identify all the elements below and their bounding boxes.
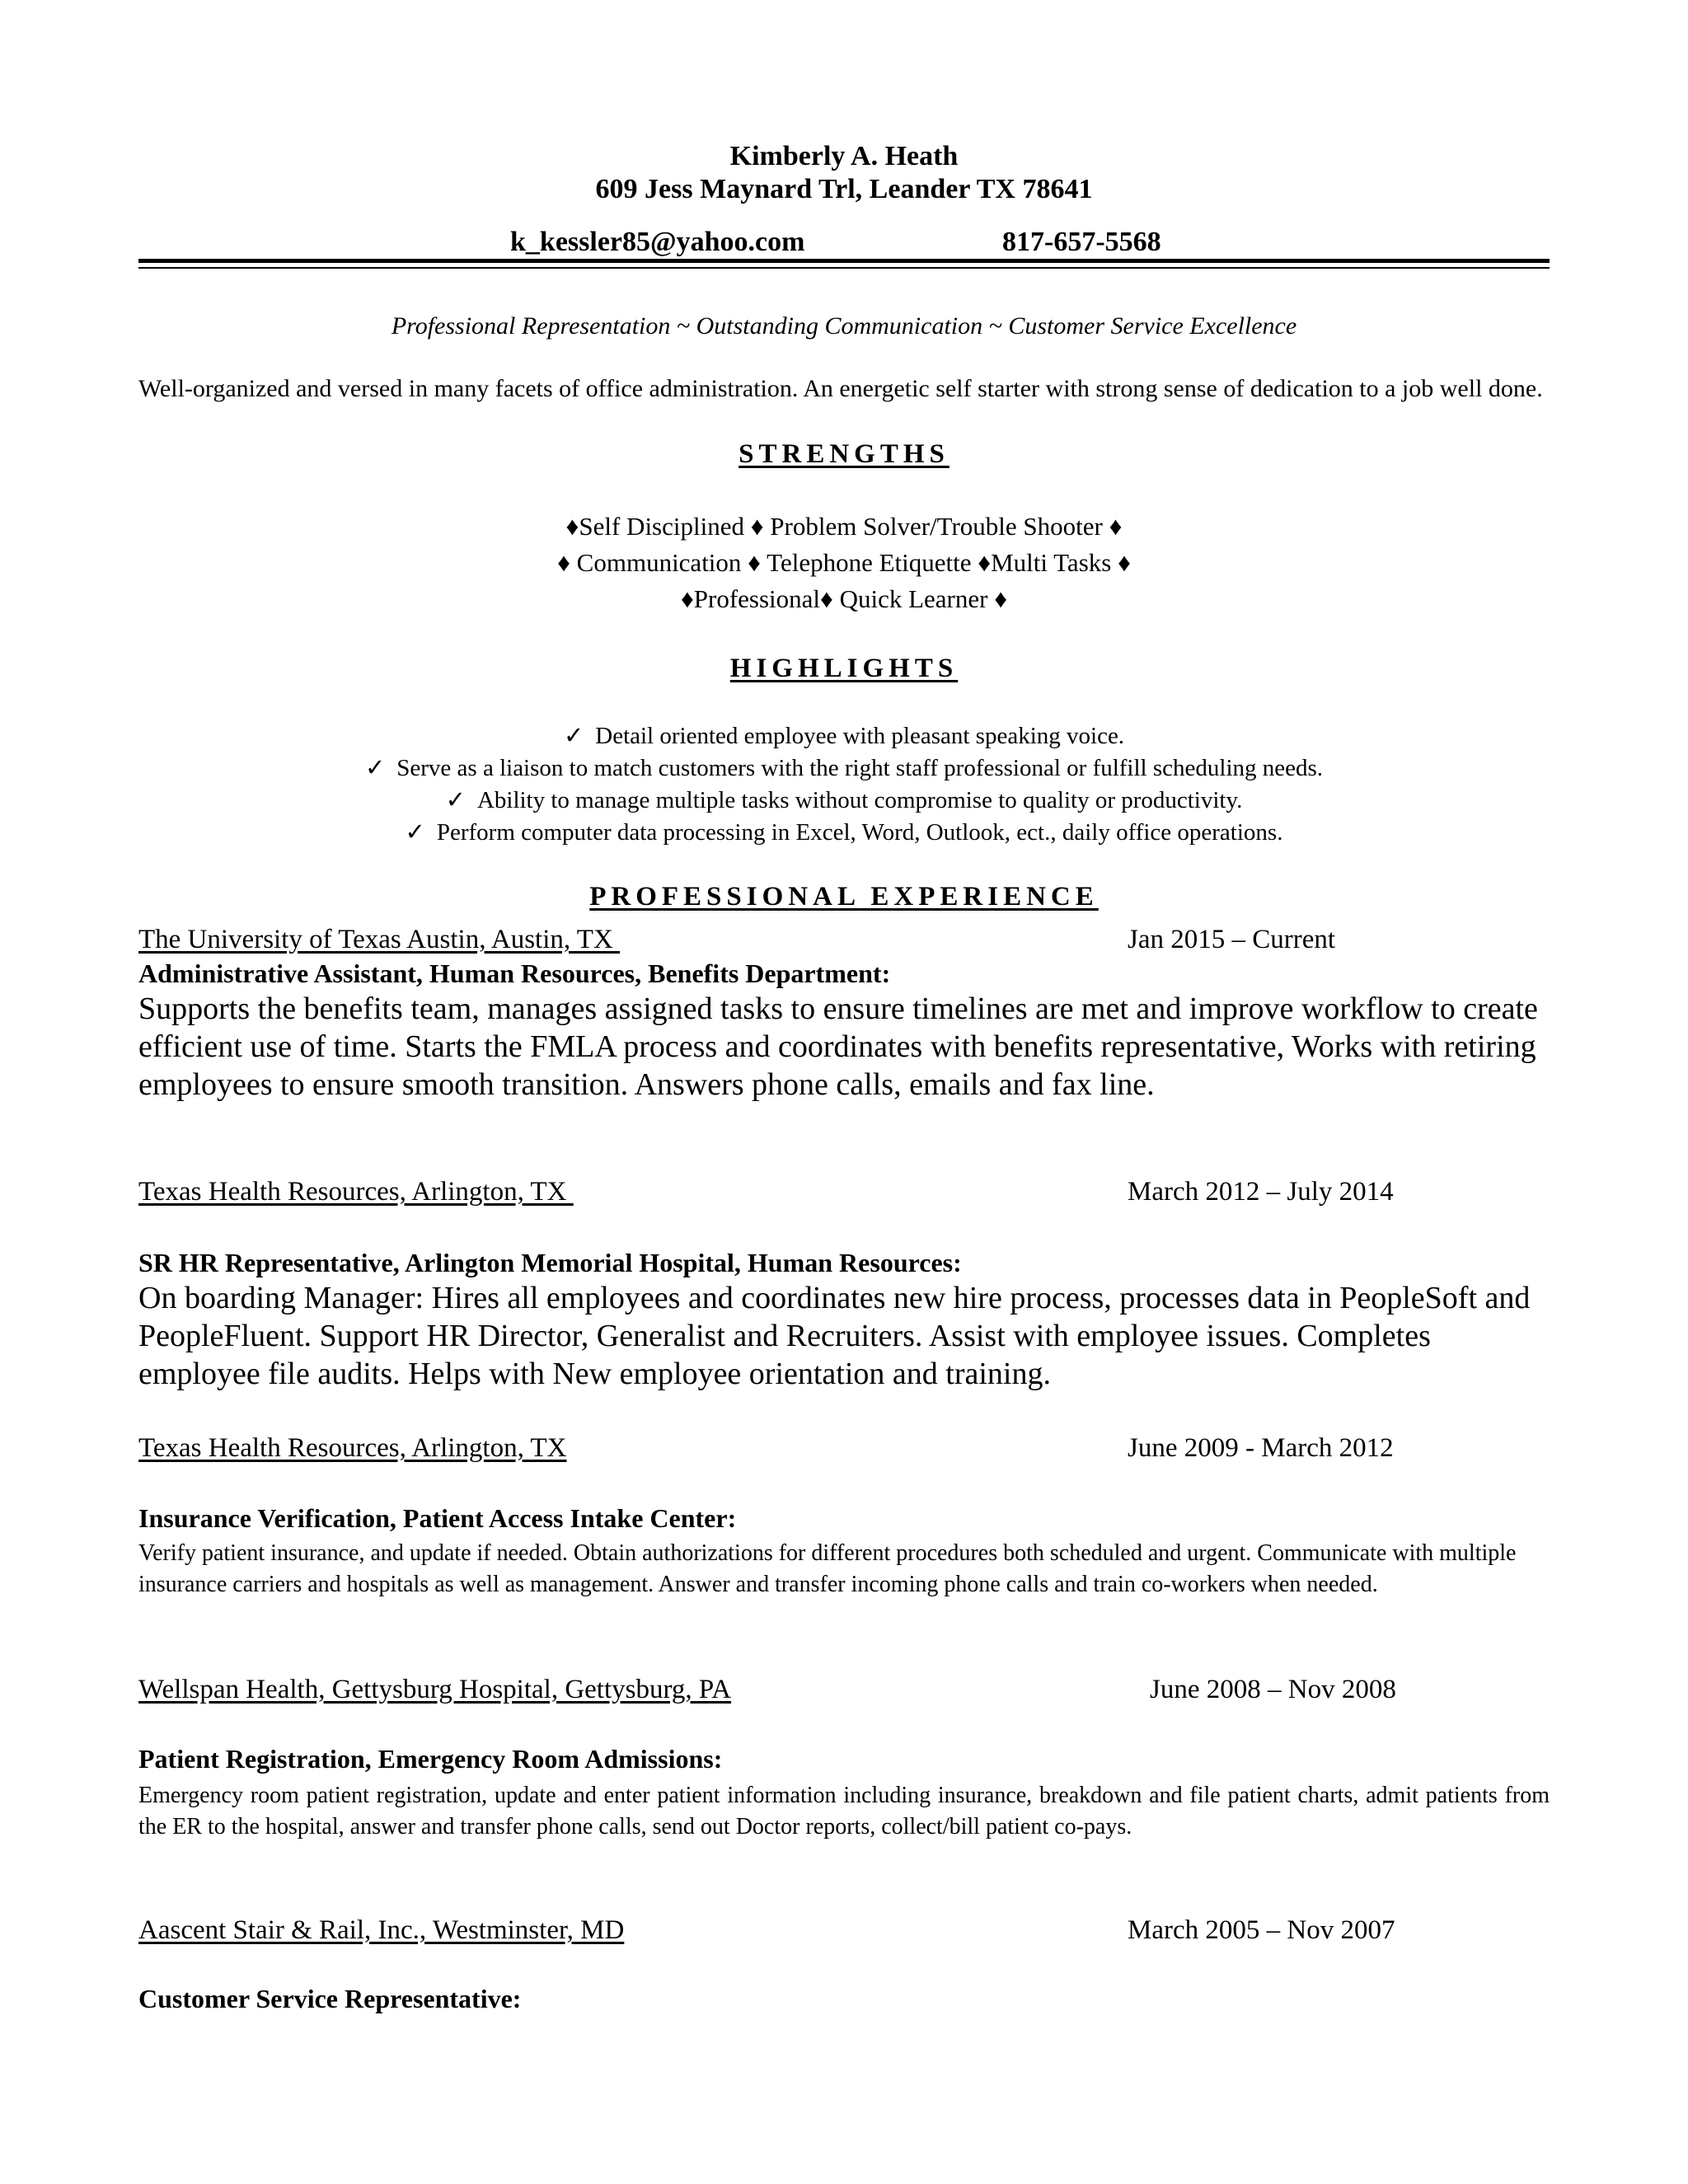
highlight-text: Ability to manage multiple tasks without compromise to quality or productivity. (476, 787, 1243, 813)
highlight-item (138, 720, 1550, 752)
job-title: Insurance Verification, Patient Access Intake Center: (138, 1503, 737, 1533)
highlight-item (138, 817, 1550, 849)
header-divider-thin (138, 267, 1550, 269)
job-description: Verify patient insurance, and update if needed. Obtain authorizations for different procedures both scheduled and urgent. Communicate with multiple insurance carriers and hospitals as well as management. Answer and transfer incoming phone calls and train co-workers when needed. (138, 1540, 1517, 1597)
highlight-text: Serve as a liaison to match customers with the right staff professional or fulfill scheduling needs. (396, 755, 1324, 781)
job-dates: June 2008 – Nov 2008 (1150, 1675, 1396, 1704)
strengths-heading: STRENGTHS (738, 439, 950, 469)
job-company: The University of Texas Austin, Austin, TX (138, 925, 621, 954)
tagline: Professional Representation ~ Outstanding Communication ~ Customer Service Excellence (391, 312, 1297, 340)
strengths-line: ♦Professional♦ Quick Learner ♦ (680, 584, 1008, 613)
resume-page (138, 0, 1550, 2184)
applicant-address: 609 Jess Maynard Trl, Leander TX 78641 (595, 174, 1093, 204)
highlight-item (138, 785, 1550, 817)
job-dates: March 2012 – July 2014 (1128, 1177, 1394, 1207)
phone-number: 817-657-5568 (1002, 227, 1161, 257)
email-address: k_kessler85@yahoo.com (510, 227, 805, 257)
experience-heading-word: PROFESSIONAL (589, 882, 860, 912)
job-company: Aascent Stair & Rail, Inc., Westminster, MD (138, 1915, 625, 1945)
strengths-line: ♦Self Disciplined ♦ Problem Solver/Trouble Shooter ♦ (565, 512, 1123, 541)
strengths-line: ♦ Communication ♦ Telephone Etiquette ♦Multi Tasks ♦ (557, 548, 1131, 577)
check-icon: ✓ (405, 819, 425, 846)
highlight-text: Perform computer data processing in Excel, Word, Outlook, ect., daily office operations. (436, 819, 1283, 846)
job-dates: March 2005 – Nov 2007 (1128, 1915, 1395, 1945)
experience-heading-word: EXPERIENCE (870, 882, 1099, 912)
summary-paragraph: Well-organized and versed in many facets of office administration. An energetic self starter with strong sense of dedication to a job well done. (138, 375, 1543, 402)
job-description: Emergency room patient registration, update and enter patient information including insurance, breakdown and file patient charts, admit patients from the ER to the hospital, answer and transfer phone calls, send out Doctor reports, collect/bill patient co-pays. (138, 1783, 1550, 1840)
applicant-name: Kimberly A. Heath (729, 141, 959, 171)
check-icon: ✓ (445, 787, 466, 813)
highlights-heading: HIGHLIGHTS (729, 654, 959, 683)
job-dates: Jan 2015 – Current (1128, 925, 1336, 954)
highlight-item (138, 752, 1550, 785)
job-title: Customer Service Representative: (138, 1984, 522, 2013)
job-dates: June 2009 - March 2012 (1128, 1433, 1394, 1463)
job-company: Texas Health Resources, Arlington, TX (138, 1177, 574, 1207)
job-company: Texas Health Resources, Arlington, TX (138, 1433, 567, 1463)
header-divider-thick (138, 259, 1550, 263)
check-icon: ✓ (364, 755, 386, 781)
experience-heading (138, 880, 1550, 913)
job-description: On boarding Manager: Hires all employees and coordinates new hire process, processes data in PeopleSoft and PeopleFluent. Support HR Director, Generalist and Recruiters. Assist with employee issues. Completes employee file audits. Helps with New employee orientation and training. (138, 1281, 1531, 1391)
job-description: Supports the benefits team, manages assigned tasks to ensure timelines are met and improve workflow to create efficient use of time. Starts the FMLA process and coordinates with benefits representative, Works with retiring employees to ensure smooth transition. Answers phone calls, emails and fax line. (138, 991, 1538, 1102)
highlight-text: Detail oriented employee with pleasant speaking voice. (595, 723, 1125, 749)
job-company: Wellspan Health, Gettysburg Hospital, Gettysburg, PA (138, 1675, 732, 1704)
job-title: Patient Registration, Emergency Room Admissions: (138, 1744, 723, 1774)
check-icon: ✓ (563, 723, 584, 749)
job-title: Administrative Assistant, Human Resources, Benefits Department: (138, 958, 891, 988)
job-title: SR HR Representative, Arlington Memorial Hospital, Human Resources: (138, 1248, 962, 1277)
